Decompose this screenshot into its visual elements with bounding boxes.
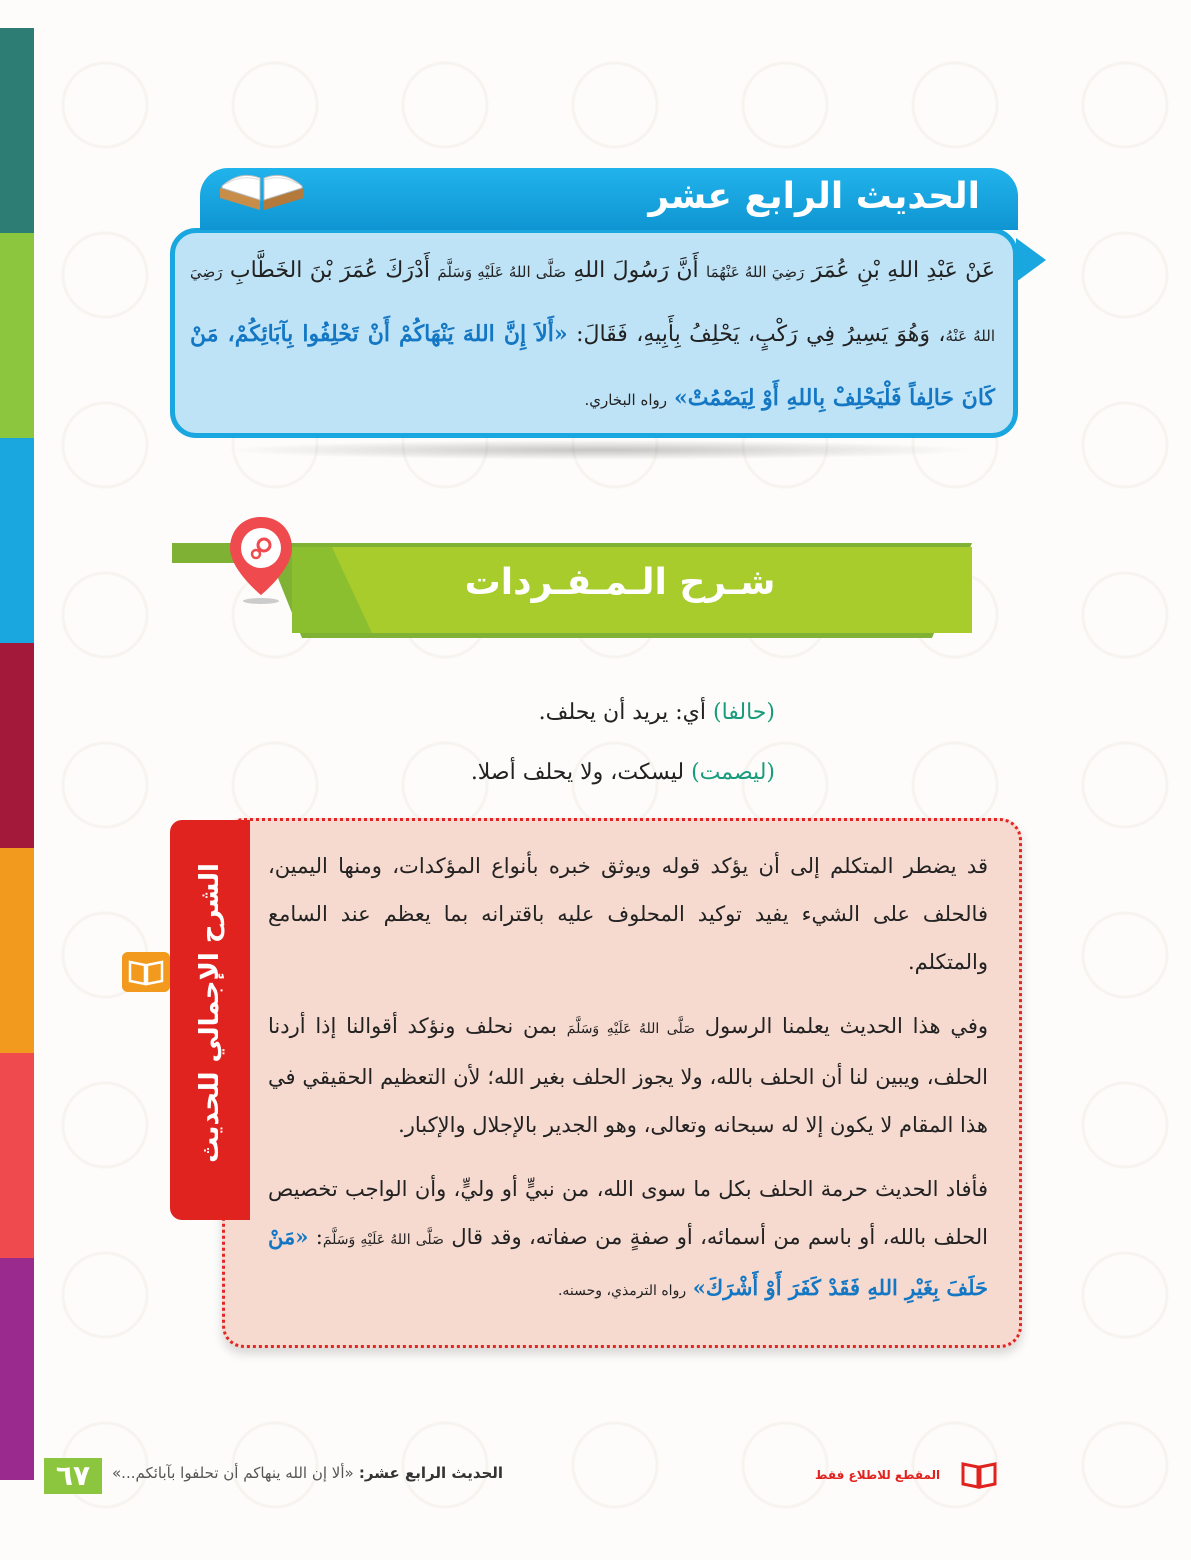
salawat-honorific: صَلَّى اللهُ عَلَيْهِ وَسَلَّمَ <box>322 1232 444 1248</box>
salawat-honorific: صَلَّى اللهُ عَلَيْهِ وَسَلَّمَ <box>437 263 566 281</box>
side-bar-segment <box>0 1053 34 1258</box>
vocab-item <box>539 700 775 725</box>
hadith-card-shadow <box>220 440 980 460</box>
hadith-text-part: عَنْ عَبْدِ اللهِ بْنِ عُمَرَ <box>811 258 995 283</box>
explanation-text-part: بمن نحلف ونؤكد أقوالنا إذا أردنا الحلف، ويبين لنا أن الحلف بالله، ولا يجوز الحلف بغير الله؛ لأن التعظيم الحقيقي في هذا المقام لا يكون إلا له سبحانه وتعالى، وهو الجدير بالإجلال والإكبار. <box>268 1014 988 1137</box>
explanation-tab <box>170 820 250 1220</box>
vocab-meaning: أي: يريد أن يحلف. <box>538 700 706 725</box>
preview-notice: المقطع للاطلاع فقط <box>815 1468 941 1482</box>
honorific-ra-both: رَضِيَ اللهُ عَنْهُمَا <box>706 263 805 281</box>
explanation-text <box>268 842 988 1331</box>
hadith-title-bar <box>200 168 1018 230</box>
hadith-title: الحديث الرابع عشر <box>648 176 980 217</box>
colon: : <box>315 1225 323 1249</box>
hadith-quote: «مَنْ حَلَفَ بِغَيْرِ اللهِ فَقَدْ كَفَرَ أَوْ أَشْرَكَ» <box>268 1224 988 1300</box>
hadith-text-part: ، وَهُوَ يَسِيرُ فِي رَكْبٍ، يَحْلِفُ بِأَبِيهِ، فَقَالَ: <box>576 322 946 347</box>
explanation-text-part: وفي هذا الحديث يعلمنا الرسول <box>704 1014 989 1038</box>
vocab-item <box>471 760 775 785</box>
vocab-meaning: ليسكت، ولا يحلف أصلا. <box>470 760 685 785</box>
vocab-title: شـرح الـمـفـردات <box>464 562 776 603</box>
page-number: ٦٧ <box>44 1458 102 1494</box>
salawat-honorific: صَلَّى اللهُ عَلَيْهِ وَسَلَّمَ <box>566 1021 695 1037</box>
hadith-card-pointer <box>1016 238 1046 282</box>
footer-ref-prefix: الحديث الرابع عشر: <box>358 1464 504 1482</box>
brain-gear-pin-icon <box>226 515 296 605</box>
explanation-paragraph: قد يضطر المتكلم إلى أن يؤكد قوله ويوثق خبره بأنواع المؤكدات، ومنها اليمين، فالحلف على الشيء يفيد توكيد المحلوف عليه باقترانه بما يعظم عند السامع والمتكلم. <box>268 854 988 974</box>
side-color-bar <box>0 28 34 1480</box>
side-bar-segment <box>0 848 34 1053</box>
side-bar-segment <box>0 233 34 438</box>
footer-hadith-reference <box>112 1464 503 1482</box>
side-bar-segment <box>0 643 34 848</box>
vocab-term: (ليصمت) <box>691 760 775 785</box>
explanation-paragraph <box>268 1165 988 1315</box>
book-icon <box>122 952 170 992</box>
book-icon <box>960 1460 998 1490</box>
honorific-ra: رَضِيَ اللهُ عَنْهُ <box>190 263 995 345</box>
side-bar-segment <box>0 1258 34 1480</box>
hadith-text <box>190 240 995 431</box>
hadith-source: رواه البخاري. <box>584 391 667 409</box>
quote-source: رواه الترمذي، وحسنه. <box>557 1283 687 1299</box>
vocab-term: (حالفا) <box>712 700 775 725</box>
explanation-paragraph <box>268 1002 988 1149</box>
hadith-quote: «أَلاَ إِنَّ اللهَ يَنْهَاكُمْ أَنْ تَحْلِفُوا بِآبَائِكُمْ، مَنْ كَانَ حَالِفاً فَلْيَحْلِفْ بِاللهِ أَوْ لِيَصْمُتْ» <box>190 321 995 411</box>
side-bar-segment <box>0 438 34 643</box>
footer-ref-quote: «ألا إن الله ينهاكم أن تحلفوا بآبائكم...» <box>112 1464 354 1482</box>
explanation-text-part: فأفاد الحديث حرمة الحلف بكل ما سوى الله، من نبيٍّ أو وليٍّ، وأن الواجب تخصيص الحلف بالله، أو باسم من أسمائه، أو صفةٍ من صفاته، وقد قال <box>268 1177 989 1249</box>
open-book-icon <box>212 148 312 218</box>
hadith-text-part: أَدْرَكَ عُمَرَ بْنَ الخَطَّابِ <box>229 258 430 283</box>
explanation-tab-label: الشرح الإجمالي للحديث <box>195 863 225 1163</box>
side-bar-segment <box>0 28 34 233</box>
hadith-text-part: أَنَّ رَسُولَ اللهِ <box>573 258 699 283</box>
